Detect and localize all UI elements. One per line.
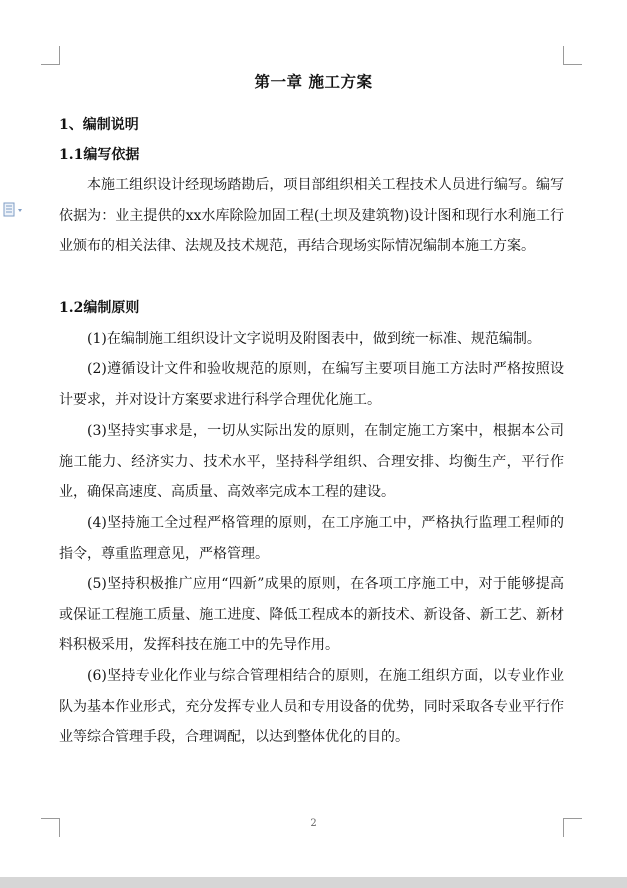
section-heading-1-1: 1.1编写依据 <box>59 147 140 163</box>
basis-paragraph: 本施工组织设计经现场踏勘后，项目部组织相关工程技术人员进行编写。编写依据为：业主提供的xx水库除险加固工程(土坝及建筑物)设计图和现行水利施工行业颁布的相关法律、法规及技术规范，再结合现场实际情况编制本施工方案。 <box>59 177 564 255</box>
principle-paragraph-6: (6)坚持专业化作业与综合管理相结合的原则，在施工组织方面，以专业作业队为基本作业形式，充分发挥专业人员和专用设备的优势，同时采取各专业平行作业等综合管理手段，合理调配，以达到整体优化的目的。 <box>59 668 564 746</box>
page-gap <box>0 877 627 888</box>
principle-paragraph-1: (1)在编制施工组织设计文字说明及附图表中，做到统一标准、规范编制。 <box>87 331 541 347</box>
crop-mark-top-left <box>41 46 60 65</box>
principle-paragraph-3: (3)坚持实事求是，一切从实际出发的原则，在制定施工方案中，根据本公司施工能力、经济实力、技术水平，坚持科学组织、合理安排、均衡生产，平行作业，确保高速度、高质量、高效率完成本工程的建设。 <box>59 423 564 501</box>
principle-paragraph-2: (2)遵循设计文件和验收规范的原则，在编写主要项目施工方法时严格按照设计要求，并对设计方案要求进行科学合理优化施工。 <box>59 361 564 408</box>
principle-paragraph-4: (4)坚持施工全过程严格管理的原则，在工序施工中，严格执行监理工程师的指令，尊重监理意见，严格管理。 <box>59 515 564 562</box>
page-number: 2 <box>310 818 317 829</box>
section-heading-1: 1、编制说明 <box>59 117 139 133</box>
section-heading-1-2: 1.2编制原则 <box>59 300 140 316</box>
chapter-title: 第一章 施工方案 <box>254 72 373 91</box>
principle-paragraph-5: (5)坚持积极推广应用“四新”成果的原则，在各项工序施工中，对于能够提高或保证工程施工质量、施工进度、降低工程成本的新技术、新设备、新工艺、新材料积极采用，发挥科技在施工中的先导作用。 <box>59 576 564 654</box>
document-options-icon[interactable] <box>3 202 27 218</box>
crop-mark-top-right <box>563 46 582 65</box>
